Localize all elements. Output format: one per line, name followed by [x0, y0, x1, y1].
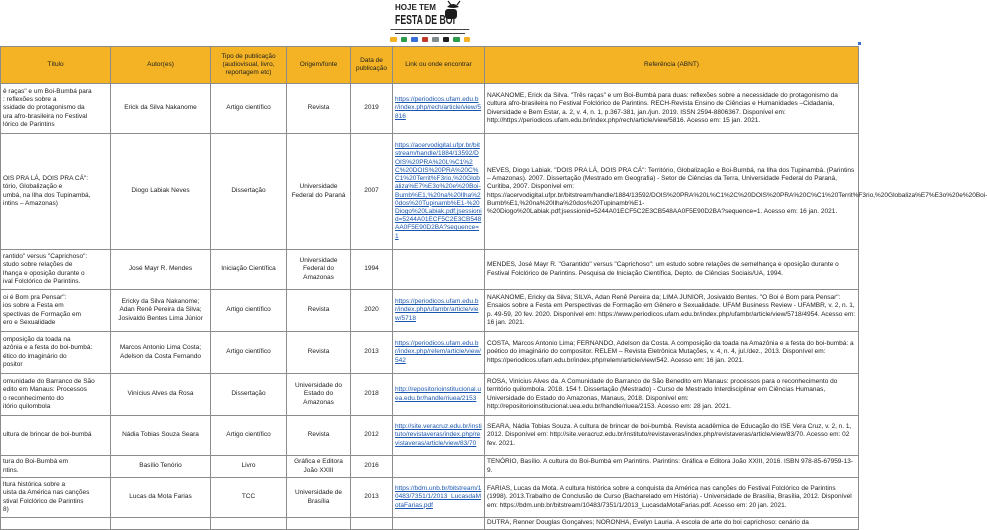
cell-data[interactable]: 1994 — [351, 250, 393, 290]
cell-autores[interactable]: Nádia Tobias Souza Seara — [111, 416, 211, 456]
cell-link[interactable] — [393, 518, 485, 530]
cell-tipo[interactable]: TCC — [211, 478, 287, 518]
cell-titulo[interactable]: rantido" versus "Caprichoso": studo sobre relações de lhança e oposição durante o ival Folclórico de Parintins. — [1, 250, 111, 290]
cell-titulo[interactable]: oi é Bom pra Pensar": ios sobre a Festa em spectivas de Formação em ero e Sexualidade — [1, 290, 111, 332]
header-referencia[interactable]: Referência (ABNT) — [485, 47, 859, 84]
cell-link[interactable]: https://bdm.unb.br/bitstream/10483/7351/1/2013_LucasdaMotaFarias.pdf — [393, 478, 485, 518]
sponsor-logo — [443, 37, 450, 42]
cell-data[interactable]: 2013 — [351, 478, 393, 518]
cell-autores[interactable]: Vinícius Alves da Rosa — [111, 374, 211, 416]
svg-text:HOJE TEM: HOJE TEM — [395, 3, 436, 12]
cell-titulo[interactable]: tura do Boi-Bumbá em ntins. — [1, 456, 111, 478]
logo-subtitle-line2: ▬▬▬▬▬▬▬▬▬▬▬▬▬▬▬▬▬▬▬▬▬▬ — [394, 31, 466, 35]
cell-tipo[interactable]: Livro — [211, 456, 287, 478]
cell-data[interactable]: 2018 — [351, 374, 393, 416]
cell-referencia[interactable]: SEARA, Nádia Tobias Souza. A cultura de brincar de boi-bumbá. Revista acadêmica de Educação do ISE Vera Cruz, v. 2, n. 1, 2012. Disponível em: http://site.veracruz.edu.br/instituto/revistaveras/index.php/revistaveras/article/view/83/70. Acesso em: 02 fev. 2021. — [485, 416, 859, 456]
cell-autores[interactable]: José Mayr R. Mendes — [111, 250, 211, 290]
cell-data[interactable]: 2007 — [351, 134, 393, 250]
cell-referencia[interactable]: MENDES, José Mayr R. "Garantido" versus "Caprichoso": um estudo sobre relações de semelhança e oposição durante o Festival Folclórico de Parintins. Pesquisa de Iniciação Científica, Depto. de Ciências Sociais/UA, 1994. — [485, 250, 859, 290]
table-row — [1, 478, 859, 518]
header-titulo[interactable]: Título — [1, 47, 111, 84]
table-row — [1, 250, 859, 290]
sponsor-logo — [453, 37, 460, 42]
festival-logo — [360, 1, 500, 44]
cell-referencia[interactable]: ROSA, Vinícius Alves da. A Comunidade do Barranco de São Benedito em Manaus: processos para o reconhecimento do território quilombola. 2018. 154 f. Dissertação (Mestrado) - Curso de Mestrado Interdisciplinar em Ciências Humanas, Universidade do Estado do Amazonas, Manaus, 2018. Disponível em: http://repositorioinstitucional.uea.edu.br/handle/riuea/2153. Acesso em: 28 jan. 2021. — [485, 374, 859, 416]
festival-logo-mark — [395, 1, 465, 27]
cell-link[interactable] — [393, 456, 485, 478]
cell-tipo[interactable]: Artigo científico — [211, 290, 287, 332]
header-autores[interactable]: Autor(es) — [111, 47, 211, 84]
cell-referencia[interactable]: DUTRA, Renner Douglas Gonçalves; NORONHA, Evelyn Lauria. A escola de arte do boi caprichoso: cenário da — [485, 518, 859, 530]
cell-referencia[interactable]: NAKANOME, Ericky da Silva; SILVA, Adan Renê Pereira da; LIMA JUNIOR, Josivaldo Bentes. "O Boi é Bom para Pensar": Ensaios sobre a Festa em Perspectivas de Formação em Gênero e Sexualidade. UFAM Business Review - UFAMBR, v. 2, n. 1, p. 49-59, 20 fev. 2020. Disponível em: https://www.periodicos.ufam.edu.br/index.php/ufambr/article/view/5718/4954. Acesso em: 16 jan. 2021. — [485, 290, 859, 332]
cell-tipo[interactable]: Artigo científico — [211, 84, 287, 134]
cell-referencia[interactable]: COSTA, Marcos Antonio Lima; FERNANDO, Adelson da Costa. A composição da toada na Amazônia e a festa do boi-bumbá: a poético do imaginário do compositor. RELEM – Revista Eletrônica Mutações, v. 4, n. 4, jul./dez., 2013. Disponível em: https://periodicos.ufam.edu.br/index.php/relem/article/view/542. Acesso em: 16 jan. 2021. — [485, 332, 859, 374]
sponsor-logo — [411, 37, 418, 42]
cell-titulo[interactable]: ê raças" e um Boi-Bumbá para : reflexões sobre a ssidade do protagonismo da ura afro-brasileira no Festival lórico de Parintins — [1, 84, 111, 134]
cell-tipo[interactable]: Artigo científico — [211, 332, 287, 374]
cell-link[interactable]: https://acervodigital.ufpr.br/bitstream/handle/1884/13592/DOIS%20PRA%20L%C1%2C%20DOIS%20PRA%20C%C1%20Territ%F3rio,%20Globaliza%E7%E3o%20e%20Boi-Bumb%E1,%20na%20Ilha%20dos%20Tupinamb%E1-%20Diogo%20Labiak.pdf;jsessionid=5244A01ECF5C2E3CB548AA0F5E90D2BA?sequence=1 — [393, 134, 485, 250]
sponsor-logo — [401, 37, 408, 42]
cell-data[interactable]: 2013 — [351, 332, 393, 374]
cell-origem[interactable]: Universidade Federal do Paraná — [287, 134, 351, 250]
logo-subtitle-line1: ▬▬▬▬▬▬▬▬▬▬▬▬▬▬▬▬▬▬▬▬▬▬▬▬ — [390, 27, 470, 31]
cell-link[interactable] — [393, 250, 485, 290]
cell-link[interactable]: https://periodicos.ufam.edu.br/index.php/rech/article/view/5816 — [393, 84, 485, 134]
cell-link[interactable]: https://periodicos.ufam.edu.br/index.php/ufambr/article/view/5718 — [393, 290, 485, 332]
cell-autores[interactable]: Lucas da Mota Farias — [111, 478, 211, 518]
cell-link[interactable]: https://periodicos.ufam.edu.br/index.php/relem/article/view/542 — [393, 332, 485, 374]
sponsor-logo — [422, 37, 429, 42]
cell-origem[interactable]: Revista — [287, 84, 351, 134]
table-row — [1, 290, 859, 332]
cell-referencia[interactable]: NEVES, Diogo Labiak. "DOIS PRA LÁ, DOIS PRA CÁ": Território, Globalização e Boi-Bumbá, na Ilha dos Tupinambá. (Parintins – Amazonas). 2007. Dissertação (Mestrado em Geografia) - Setor de Ciências da Terra, Universidade Federal do Paraná, Curitiba, 2007. Disponível em: https://acervodigital.ufpr.br/bitstream/handle/1884/13592/DOIS%20PRA%20L%C1%2C%20DOIS%20PRA%20C%C1%20Territ%F3rio,%20Globaliza%E7%E3o%20e%20Boi-Bumb%E1,%20na%20Ilha%20dos%20Tupinamb%E1-%20Diogo%20Labiak.pdf;jsessionid=5244A01ECF5C2E3CB548AA0F5E90D2BA?sequence=1. Acesso em: 16 jan. 2021. — [485, 134, 859, 250]
cell-origem[interactable]: Revista — [287, 290, 351, 332]
cell-titulo[interactable] — [1, 518, 111, 530]
cell-data[interactable]: 2020 — [351, 290, 393, 332]
table-row — [1, 374, 859, 416]
cell-data[interactable] — [351, 518, 393, 530]
cell-tipo[interactable]: Dissertação — [211, 134, 287, 250]
cell-autores[interactable]: Diogo Labiak Neves — [111, 134, 211, 250]
table-row — [1, 134, 859, 250]
cell-referencia[interactable]: TENÓRIO, Basílio. A cultura do Boi-Bumbá em Parintins. Parintins: Gráfica e Editora João XXIII, 2016. ISBN 978-85-67959-13-9. — [485, 456, 859, 478]
cell-autores[interactable] — [111, 518, 211, 530]
table-row — [1, 518, 859, 530]
cell-autores[interactable]: Basílio Tenório — [111, 456, 211, 478]
cell-titulo[interactable]: omunidade do Barranco de São edito em Manaus: Processos o reconhecimento do itório quilombola — [1, 374, 111, 416]
table-row — [1, 84, 859, 134]
cell-referencia[interactable]: NAKANOME, Erick da Silva. "Três raças" e um Boi-Bumbá para duas: reflexões sobre a necessidade do protagonismo da cultura afro-brasileira no Festival Folclórico de Parintins. RECH-Revista Ensino de Ciências e Humanidades –Cidadania, Diversidade e Bem Estar, a. 2, v. 4, n. 1, p.367-381, jan./jun. 2019. ISSN 2594-8806367. Disponível em: http://https://periodicos.ufam.edu.br/index.php/rech/article/view/5816. Acesso em: 15 jan. 2021. — [485, 84, 859, 134]
cell-titulo[interactable]: omposição da toada na azônia e a festa do boi-bumbá: ético do imaginário do positor — [1, 332, 111, 374]
table-row — [1, 456, 859, 478]
cell-tipo[interactable]: Iniciação Científica — [211, 250, 287, 290]
header-origem[interactable]: Origem/fonte — [287, 47, 351, 84]
cell-origem[interactable]: Universidade do Estado do Amazonas — [287, 374, 351, 416]
cell-referencia[interactable]: FARIAS, Lucas da Mota. A cultura histórica sobre a conquista da América nas canções do Festival Folclórico de Parintins (1998). 2013.Trabalho de Conclusão de Curso (Bacharelado em História) - Universidade de Brasília, Brasília, 2012. Disponível em: https://bdm.unb.br/bitstream/10483/7351/1/2013_LucasdaMotaFarias.pdf. Acesso em: 20 jan. 2021. — [485, 478, 859, 518]
sponsor-logo — [464, 37, 471, 42]
cell-data[interactable]: 2019 — [351, 84, 393, 134]
cell-origem[interactable]: Universidade Federal do Amazonas — [287, 250, 351, 290]
cell-autores[interactable]: Ericky da Silva Nakanome; Adan Renê Pereira da Silva; Josivaldo Bentes Lima Júnior — [111, 290, 211, 332]
sponsor-logo — [432, 37, 439, 42]
header-tipo[interactable]: Tipo de publicação (audiovisual, livro, reportagem etc) — [211, 47, 287, 84]
header-row — [1, 47, 859, 84]
cell-autores[interactable]: Erick da Silva Nakanome — [111, 84, 211, 134]
cell-origem[interactable]: Revista — [287, 416, 351, 456]
table-row — [1, 332, 859, 374]
cell-titulo[interactable]: OIS PRA LÁ, DOIS PRA CÁ": tório, Globalização e umbá, na Ilha dos Tupinambá, intins – Amazonas) — [1, 134, 111, 250]
table-row — [1, 416, 859, 456]
cell-origem[interactable]: Universidade de Brasília — [287, 478, 351, 518]
cell-data[interactable]: 2016 — [351, 456, 393, 478]
cell-origem[interactable]: Gráfica e Editora João XXIII — [287, 456, 351, 478]
cell-link[interactable]: http://site.veracruz.edu.br/instituto/revistaveras/index.php/revistaveras/article/view/83/70 — [393, 416, 485, 456]
cell-data[interactable]: 2012 — [351, 416, 393, 456]
svg-text:FESTA DE BOI: FESTA DE BOI — [395, 12, 455, 27]
spreadsheet-table — [0, 46, 987, 530]
cell-tipo[interactable] — [211, 518, 287, 530]
cell-origem[interactable]: Revista — [287, 332, 351, 374]
cell-tipo[interactable]: Dissertação — [211, 374, 287, 416]
sponsor-logos — [390, 37, 470, 43]
cell-origem[interactable] — [287, 518, 351, 530]
cell-titulo[interactable]: ultura de brincar de boi-bumbá — [1, 416, 111, 456]
selection-handle[interactable] — [858, 42, 861, 45]
cell-autores[interactable]: Marcos Antonio Lima Costa; Adelson da Costa Fernando — [111, 332, 211, 374]
cell-tipo[interactable]: Artigo científico — [211, 416, 287, 456]
sponsor-logo — [390, 37, 397, 42]
header-data[interactable]: Data de publicação — [351, 47, 393, 84]
header-banner — [0, 0, 861, 46]
cell-titulo[interactable]: ltura histórica sobre a uista da América nas canções stival Folclórico de Parintins 8) — [1, 478, 111, 518]
header-link[interactable]: Link ou onde encontrar — [393, 47, 485, 84]
cell-link[interactable]: http://repositorioinstitucional.uea.edu.br/handle/riuea/2153 — [393, 374, 485, 416]
